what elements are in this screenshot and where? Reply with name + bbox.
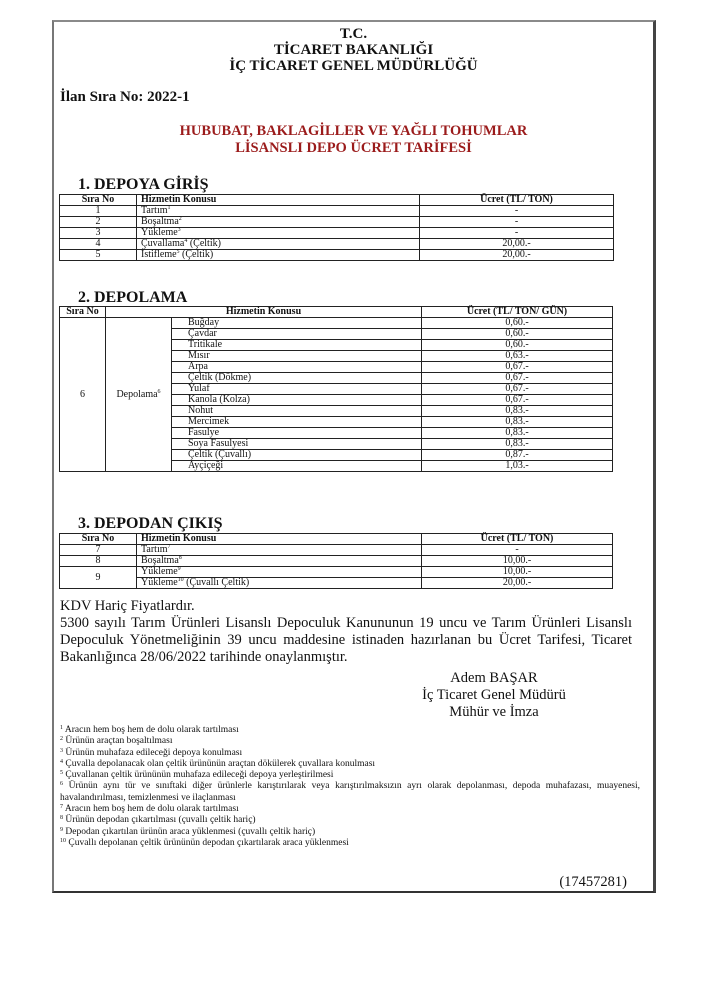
footnote-text: Depodan çıkartılan ürünün araca yüklenmesi (çuvallı çeltik hariç) bbox=[65, 826, 316, 837]
product-cell: Çavdar bbox=[172, 329, 422, 340]
column-header: Ücret (TL/ TON) bbox=[420, 195, 614, 206]
footnote-number: 8 bbox=[60, 815, 63, 822]
row-number: 6 bbox=[60, 318, 106, 472]
fee-cell: - bbox=[422, 545, 613, 556]
product-cell: Soya Fasulyesi bbox=[172, 439, 422, 450]
product-cell: Çeltik (Çuvallı) bbox=[172, 450, 422, 461]
row-number: 8 bbox=[60, 556, 137, 567]
product-cell: Mısır bbox=[172, 351, 422, 362]
footnote-item bbox=[60, 804, 640, 815]
exit-fee-table bbox=[59, 533, 613, 589]
service-name: Depolama bbox=[116, 388, 158, 400]
service-cell bbox=[137, 578, 422, 589]
column-header: Hizmetin Konusu bbox=[106, 307, 422, 318]
row-number: 1 bbox=[60, 206, 137, 217]
service-name: Yükleme bbox=[141, 566, 178, 577]
column-header: Hizmetin Konusu bbox=[137, 534, 422, 545]
service-name: Tartım bbox=[141, 544, 168, 555]
seal-and-signature: Mühür ve İmza bbox=[449, 704, 539, 720]
footnote-text: Ürünün aynı tür ve sınıftaki diğer ürünlerle karıştırılarak veya karıştırılmaksızın ayrı olarak depolanması, depoda muhafazası, muayenesi, havalandırılması, temizlenmesi ve ilaçlanması bbox=[60, 781, 640, 803]
footnote-ref: 8 bbox=[178, 555, 182, 561]
footnote-item bbox=[60, 736, 640, 747]
service-cell bbox=[106, 318, 172, 472]
service-cell bbox=[137, 228, 420, 239]
column-header: Hizmetin Konusu bbox=[137, 195, 420, 206]
table-row bbox=[60, 250, 614, 261]
column-header: Sıra No bbox=[60, 534, 137, 545]
service-cell bbox=[137, 556, 422, 567]
table-row bbox=[60, 567, 613, 578]
service-name: Boşaltma bbox=[141, 216, 179, 227]
footnote-ref: 7 bbox=[167, 544, 171, 550]
product-cell: Ayçiçeği bbox=[172, 461, 422, 472]
column-header: Sıra No bbox=[60, 195, 137, 206]
footnote-number: 2 bbox=[60, 736, 63, 743]
footnote-text: Ürünün muhafaza edileceği depoya konulması bbox=[65, 747, 243, 758]
table-row bbox=[60, 318, 613, 329]
column-header: Ücret (TL/ TON/ GÜN) bbox=[422, 307, 613, 318]
fee-cell: 0,67.- bbox=[422, 373, 613, 384]
service-cell bbox=[137, 217, 420, 228]
product-cell: Buğday bbox=[172, 318, 422, 329]
storage-fee-table bbox=[59, 306, 613, 472]
footnote-number: 9 bbox=[60, 826, 63, 833]
row-number: 2 bbox=[60, 217, 137, 228]
footnote-ref: 9 bbox=[177, 566, 181, 572]
footnote-text: Aracın hem boş hem de dolu olarak tartılması bbox=[64, 804, 239, 815]
row-number: 4 bbox=[60, 239, 137, 250]
fee-cell: 0,83.- bbox=[422, 428, 613, 439]
service-cell bbox=[137, 239, 420, 250]
footnote-text: Ürünün araçtan boşaltılması bbox=[65, 736, 173, 747]
fee-cell: 0,67.- bbox=[422, 384, 613, 395]
header-directorate: İÇ TİCARET GENEL MÜDÜRLÜĞÜ bbox=[229, 58, 478, 74]
section-heading-storage: 2. DEPOLAMA bbox=[78, 289, 188, 306]
section-heading-exit: 3. DEPODAN ÇIKIŞ bbox=[78, 515, 223, 532]
service-name: Yükleme bbox=[141, 577, 178, 588]
row-number: 9 bbox=[60, 567, 137, 589]
reference-code: (17457281) bbox=[559, 874, 627, 890]
table-header-row bbox=[60, 195, 614, 206]
fee-cell: 0,60.- bbox=[422, 340, 613, 351]
fee-cell: 0,63.- bbox=[422, 351, 613, 362]
fee-cell: 20,00.- bbox=[420, 239, 614, 250]
fee-cell: 0,83.- bbox=[422, 417, 613, 428]
signatory-name: Adem BAŞAR bbox=[450, 670, 538, 686]
footnote-item bbox=[60, 838, 640, 849]
product-cell: Yulaf bbox=[172, 384, 422, 395]
entry-fee-table bbox=[59, 194, 614, 261]
fee-cell: 0,60.- bbox=[422, 329, 613, 340]
footnote-item bbox=[60, 748, 640, 759]
footnote-ref: 3 bbox=[177, 227, 181, 233]
service-suffix: (Çeltik) bbox=[187, 238, 221, 249]
service-cell bbox=[137, 567, 422, 578]
table-row bbox=[60, 228, 614, 239]
service-name: İstifleme bbox=[141, 249, 177, 260]
footnote-number: 7 bbox=[60, 804, 63, 811]
footnote-ref: 6 bbox=[157, 388, 161, 395]
product-cell: Tritikale bbox=[172, 340, 422, 351]
service-cell bbox=[137, 206, 420, 217]
footnote-ref: 4 bbox=[184, 238, 188, 244]
document-title-line1: HUBUBAT, BAKLAGİLLER VE YAĞLI TOHUMLAR bbox=[179, 123, 528, 139]
footnote-number: 5 bbox=[60, 770, 63, 777]
footnote-number: 6 bbox=[60, 781, 63, 788]
signatory-title: İç Ticaret Genel Müdürü bbox=[422, 687, 566, 703]
product-cell: Fasulye bbox=[172, 428, 422, 439]
fee-cell: - bbox=[420, 228, 614, 239]
service-name: Yükleme bbox=[141, 227, 178, 238]
fee-cell: 1,03.- bbox=[422, 461, 613, 472]
approval-paragraph: 5300 sayılı Tarım Ürünleri Lisanslı Depoculuk Kanununun 19 uncu ve Tarım Ürünleri Lisanslı Depoculuk Yönetmeliğinin 39 uncu maddesine istinaden hazırlanan bu Ücret Tarifesi, Ticaret Bakanlığınca 28/06/2022 tarihinde onaylanmıştır. bbox=[60, 615, 632, 665]
table-header-row bbox=[60, 307, 613, 318]
vat-note: KDV Hariç Fiyatlardır. bbox=[60, 598, 195, 614]
product-cell: Mercimek bbox=[172, 417, 422, 428]
footnote-number: 10 bbox=[60, 837, 66, 844]
footnote-text: Çuvallanan çeltik ürününün muhafaza edileceği depoya yerleştirilmesi bbox=[65, 770, 334, 781]
footnote-number: 4 bbox=[60, 758, 63, 765]
section-heading-entry: 1. DEPOYA GİRİŞ bbox=[78, 176, 209, 193]
footnote-item bbox=[60, 770, 640, 781]
footnotes bbox=[60, 725, 640, 849]
table-row bbox=[60, 206, 614, 217]
fee-cell: 0,83.- bbox=[422, 439, 613, 450]
footnote-text: Çuvalla depolanacak olan çeltik ürününün araçtan dökülerek çuvallara konulması bbox=[65, 758, 376, 769]
service-suffix: (Çuvallı Çeltik) bbox=[183, 577, 250, 588]
fee-cell: 0,67.- bbox=[422, 362, 613, 373]
fee-cell: 0,83.- bbox=[422, 406, 613, 417]
table-row bbox=[60, 545, 613, 556]
document-title-line2: LİSANSLI DEPO ÜCRET TARİFESİ bbox=[235, 140, 472, 156]
row-number: 7 bbox=[60, 545, 137, 556]
table-row bbox=[60, 556, 613, 567]
fee-cell: 10,00.- bbox=[422, 556, 613, 567]
product-cell: Arpa bbox=[172, 362, 422, 373]
footnote-ref: 5 bbox=[176, 249, 180, 255]
footnote-item bbox=[60, 759, 640, 770]
service-suffix: (Çeltik) bbox=[179, 249, 214, 260]
fee-cell: 0,60.- bbox=[422, 318, 613, 329]
column-header: Sıra No bbox=[60, 307, 106, 318]
product-cell: Nohut bbox=[172, 406, 422, 417]
fee-cell: 0,87.- bbox=[422, 450, 613, 461]
footnote-item bbox=[60, 725, 640, 736]
footnote-ref: 1 bbox=[167, 205, 171, 211]
footnote-item bbox=[60, 781, 640, 804]
table-row bbox=[60, 217, 614, 228]
footnote-item bbox=[60, 827, 640, 838]
service-cell bbox=[137, 250, 420, 261]
footnote-number: 3 bbox=[60, 747, 63, 754]
service-name: Çuvallama bbox=[141, 238, 185, 249]
row-number: 5 bbox=[60, 250, 137, 261]
footnote-item bbox=[60, 815, 640, 826]
table-row bbox=[60, 239, 614, 250]
header-tc: T.C. bbox=[339, 26, 368, 42]
footnote-ref: 2 bbox=[178, 216, 182, 222]
product-cell: Çeltik (Dökme) bbox=[172, 373, 422, 384]
row-number: 3 bbox=[60, 228, 137, 239]
table-header-row bbox=[60, 534, 613, 545]
fee-cell: - bbox=[420, 217, 614, 228]
fee-cell: 20,00.- bbox=[422, 578, 613, 589]
service-cell bbox=[137, 545, 422, 556]
header-ministry: TİCARET BAKANLIĞI bbox=[273, 42, 434, 58]
footnote-ref: 10 bbox=[177, 577, 184, 583]
column-header: Ücret (TL/ TON) bbox=[422, 534, 613, 545]
product-cell: Kanola (Kolza) bbox=[172, 395, 422, 406]
footnote-text: Aracın hem boş hem de dolu olarak tartılması bbox=[64, 725, 239, 735]
fee-cell: - bbox=[420, 206, 614, 217]
document-page bbox=[52, 20, 656, 893]
announcement-number: İlan Sıra No: 2022-1 bbox=[60, 89, 190, 105]
fee-cell: 0,67.- bbox=[422, 395, 613, 406]
table-row bbox=[60, 578, 613, 589]
service-name: Boşaltma bbox=[141, 555, 179, 566]
service-name: Tartım bbox=[141, 205, 168, 216]
fee-cell: 10,00.- bbox=[422, 567, 613, 578]
fee-cell: 20,00.- bbox=[420, 250, 614, 261]
footnote-number: 1 bbox=[60, 725, 63, 731]
footnote-text: Çuvallı depolanan çeltik ürününün depodan çıkartılarak araca yüklenmesi bbox=[68, 837, 349, 848]
footnote-text: Ürünün depodan çıkartılması (çuvallı çeltik hariç) bbox=[65, 815, 256, 826]
